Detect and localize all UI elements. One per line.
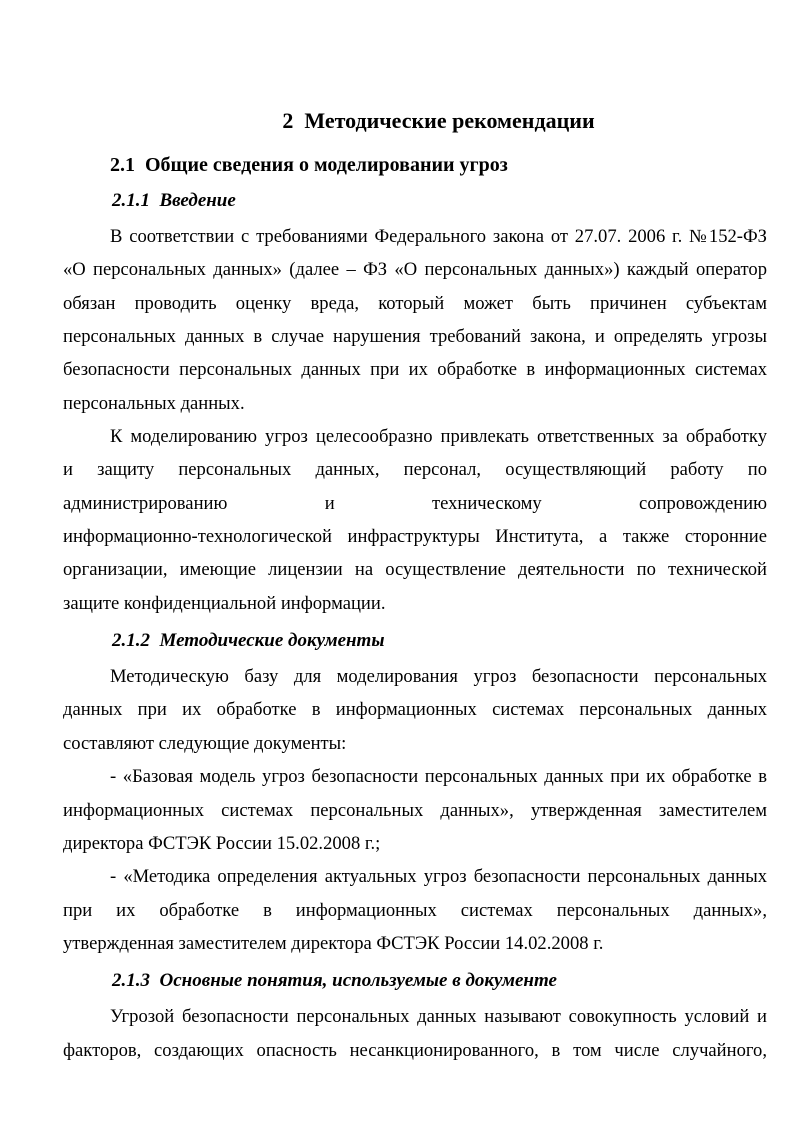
paragraph — [63, 1000, 767, 1067]
paragraph-line: и защиту персональных данных, персонал, осуществляющий работу по — [63, 459, 767, 481]
paragraph-line: факторов, создающих опасность несанкционированного, в том числе случайного, — [63, 1039, 767, 1061]
paragraph-line: при их обработке в информационных системах персональных данных», — [63, 899, 767, 921]
paragraph-line: К моделированию угроз целесообразно привлекать ответственных за обработку — [110, 426, 767, 448]
list-item-paragraph — [63, 860, 767, 960]
paragraph-line: данных при их обработке в информационных системах персональных данных — [63, 699, 767, 721]
paragraph-line: «О персональных данных» (далее – ФЗ «О персональных данных») каждый оператор — [63, 259, 767, 281]
paragraph-line: персональных данных. — [63, 392, 245, 414]
paragraph-line: обязан проводить оценку вреда, который может быть причинен субъектам — [63, 292, 767, 314]
list-item-paragraph — [63, 760, 767, 860]
paragraph-line: Угрозой безопасности персональных данных называют совокупность условий и — [110, 1006, 767, 1028]
document-title: 2 Методические рекомендации — [282, 108, 595, 133]
paragraph-line: организации, имеющие лицензии на осуществление деятельности по технической — [63, 559, 767, 581]
document-content — [63, 106, 767, 1067]
paragraph-line: - «Базовая модель угроз безопасности персональных данных при их обработке в — [110, 766, 767, 788]
paragraph — [63, 660, 767, 760]
subsection-heading-2-1-1: 2.1.1 Введение — [112, 190, 236, 211]
section-heading-2-1: 2.1 Общие сведения о моделировании угроз — [110, 154, 508, 176]
paragraph-line: администрированию и техническому сопровождению — [63, 492, 767, 514]
paragraph-line: информационных системах персональных данных», утвержденная заместителем — [63, 799, 767, 821]
paragraph-line: Методическую базу для моделирования угроз безопасности персональных — [110, 666, 767, 688]
paragraph-line: информационно-технологической инфраструктуры Института, а также сторонние — [63, 526, 767, 548]
paragraph — [63, 220, 767, 420]
paragraph-line: утвержденная заместителем директора ФСТЭК России 14.02.2008 г. — [63, 932, 604, 954]
paragraph-line: - «Методика определения актуальных угроз безопасности персональных данных — [110, 866, 767, 888]
subsection-heading-2-1-3: 2.1.3 Основные понятия, используемые в документе — [112, 970, 557, 992]
paragraph-line: защите конфиденциальной информации. — [63, 592, 386, 614]
paragraph-line: директора ФСТЭК России 15.02.2008 г.; — [63, 832, 381, 854]
paragraph-line: безопасности персональных данных при их обработке в информационных системах — [63, 359, 767, 381]
paragraph — [63, 420, 767, 620]
subsection-heading-2-1-2: 2.1.2 Методические документы — [112, 630, 385, 652]
paragraph-line: В соответствии с требованиями Федерального закона от 27.07. 2006 г. №152-ФЗ — [110, 226, 767, 247]
paragraph-line: составляют следующие документы: — [63, 732, 347, 754]
paragraph-line: персональных данных в случае нарушения требований закона, и определять угрозы — [63, 326, 767, 348]
